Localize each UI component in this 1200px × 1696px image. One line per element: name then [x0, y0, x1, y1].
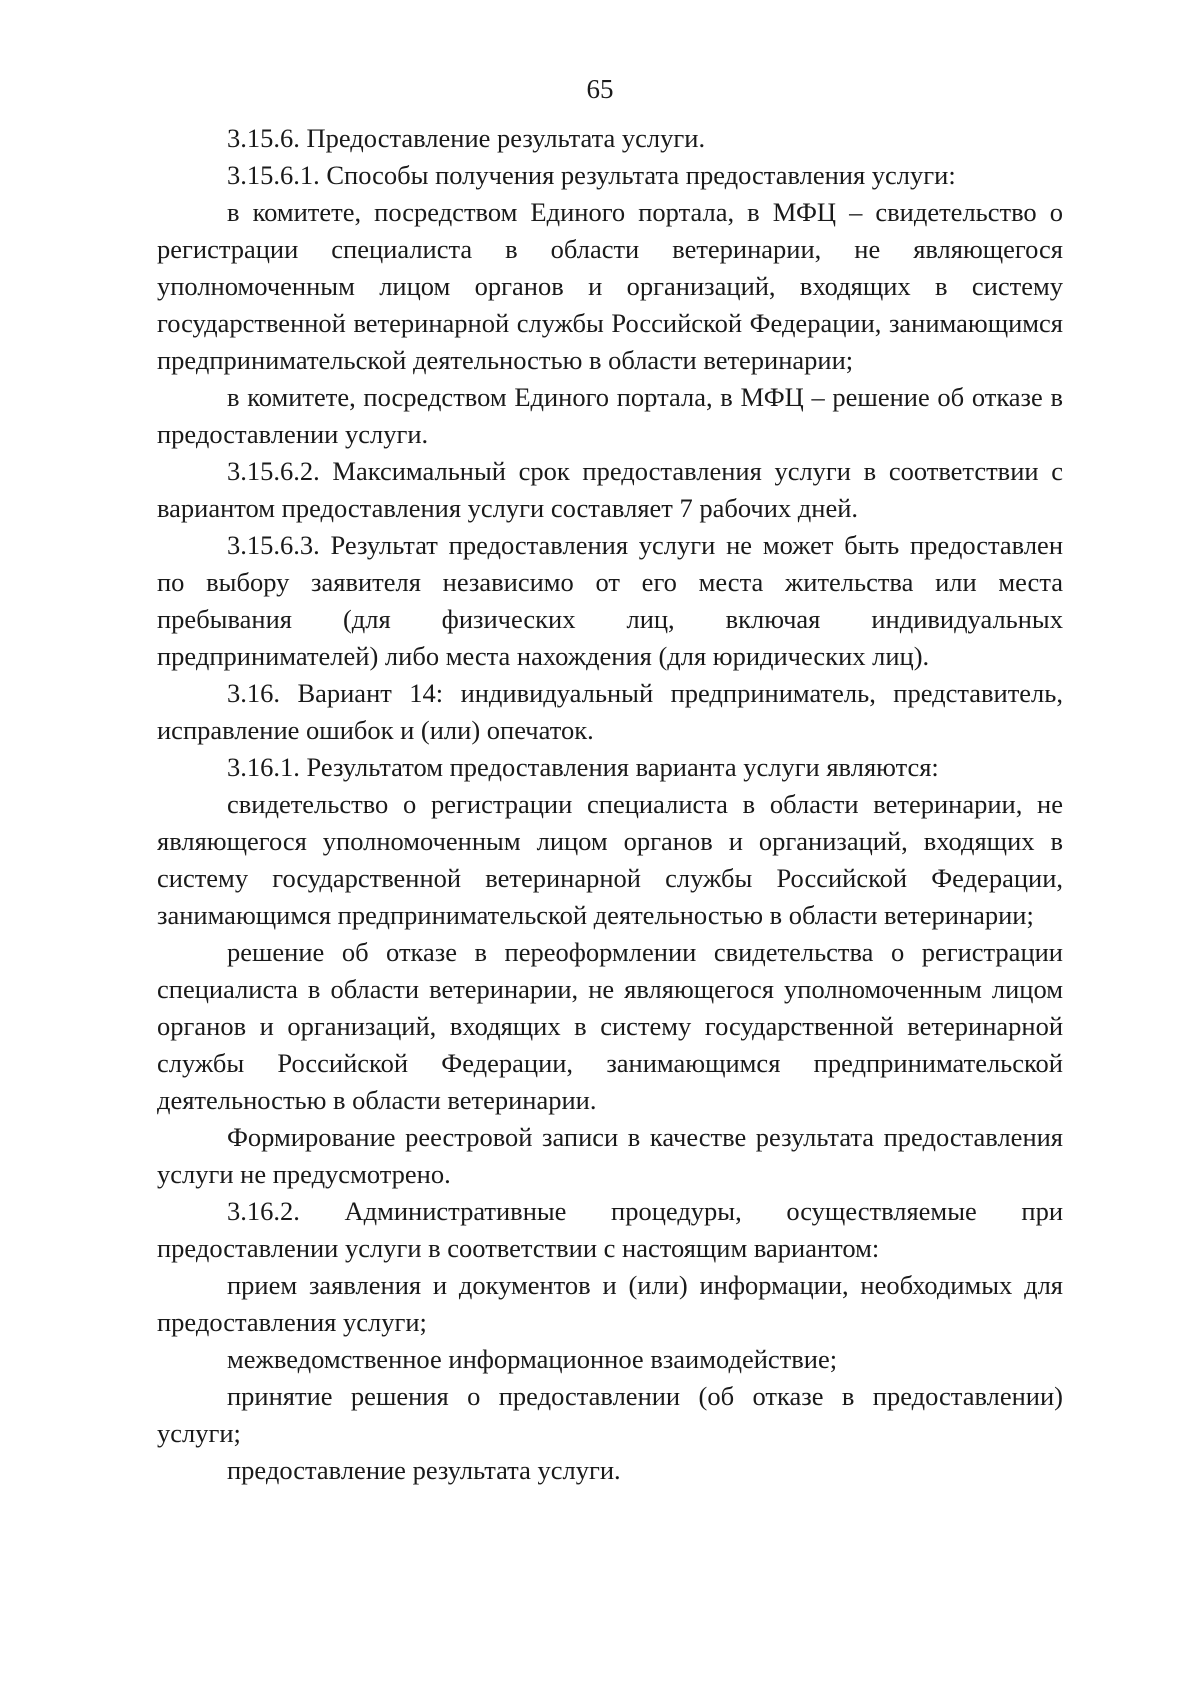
paragraph: 3.16.2. Административные процедуры, осуществляемые при предоставлении услуги в соответствии с настоящим вариантом:	[157, 1196, 1063, 1263]
paragraph: 3.15.6. Предоставление результата услуги.	[227, 123, 706, 153]
paragraph: 3.15.6.1. Способы получения результата предоставления услуги:	[227, 160, 956, 190]
paragraph: в комитете, посредством Единого портала, в МФЦ – решение об отказе в предоставлении услуги.	[157, 382, 1063, 449]
paragraph: межведомственное информационное взаимодействие;	[227, 1344, 838, 1374]
paragraph: 3.15.6.3. Результат предоставления услуги не может быть предоставлен по выбору заявителя независимо от его места жительства или места пребывания (для физических лиц, включая индивидуальных предпринимателей) либо места нахождения (для юридических лиц).	[157, 530, 1063, 671]
document-body	[157, 120, 1063, 1489]
page-number: 65	[586, 74, 614, 104]
paragraph: 3.16. Вариант 14: индивидуальный предприниматель, представитель, исправление ошибок и (или) опечаток.	[157, 678, 1063, 745]
paragraph: свидетельство о регистрации специалиста в области ветеринарии, не являющегося уполномоченным лицом органов и организаций, входящих в систему государственной ветеринарной службы Российской Федерации, занимающимся предпринимательской деятельностью в области ветеринарии;	[157, 789, 1063, 930]
paragraph: предоставление результата услуги.	[227, 1455, 621, 1485]
paragraph: решение об отказе в переоформлении свидетельства о регистрации специалиста в области ветеринарии, не являющегося уполномоченным лицом органов и организаций, входящих в систему государственной ветеринарной службы Российской Федерации, занимающимся предпринимательской деятельностью в области ветеринарии.	[157, 937, 1063, 1115]
paragraph: 3.15.6.2. Максимальный срок предоставления услуги в соответствии с вариантом предоставления услуги составляет 7 рабочих дней.	[157, 456, 1063, 523]
paragraph: в комитете, посредством Единого портала, в МФЦ – свидетельство о регистрации специалиста в области ветеринарии, не являющегося уполномоченным лицом органов и организаций, входящих в систему государственной ветеринарной службы Российской Федерации, занимающимся предпринимательской деятельностью в области ветеринарии;	[157, 197, 1063, 375]
paragraph: принятие решения о предоставлении (об отказе в предоставлении) услуги;	[157, 1381, 1063, 1448]
paragraph: 3.16.1. Результатом предоставления варианта услуги являются:	[227, 752, 939, 782]
paragraph: прием заявления и документов и (или) информации, необходимых для предоставления услуги;	[157, 1270, 1063, 1337]
paragraph: Формирование реестровой записи в качестве результата предоставления услуги не предусмотрено.	[157, 1122, 1063, 1189]
